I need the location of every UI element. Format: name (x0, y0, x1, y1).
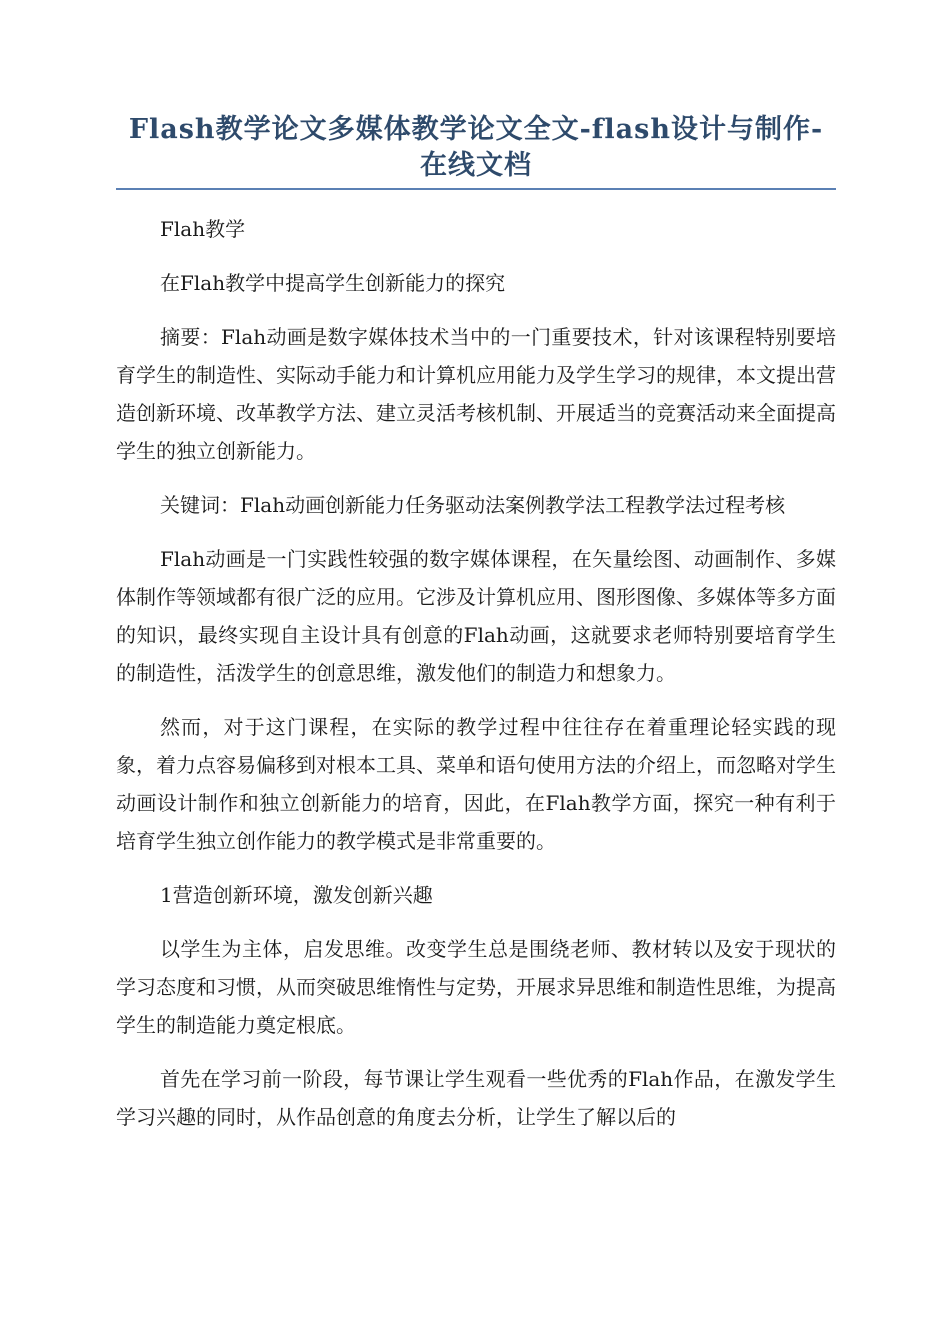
paragraph-abstract: 摘要：Flah动画是数字媒体技术当中的一门重要技术，针对该课程特别要培育学生的制造性、实际动手能力和计算机应用能力及学生学习的规律，本文提出营造创新环境、改革教学方法、建立灵活考核机制、开展适当的竞赛活动来全面提高学生的独立创新能力。 (116, 325, 836, 463)
paragraph-first-stage: 首先在学习前一阶段，每节课让学生观看一些优秀的Flah作品，在激发学生学习兴趣的同时，从作品创意的角度去分析，让学生了解以后的 (116, 1067, 836, 1129)
document-page (116, 112, 836, 1152)
document-title: Flash教学论文多媒体教学论文全文-flash设计与制作-在线文档 (128, 114, 824, 181)
paragraph-intro: Flah动画是一门实践性较强的数字媒体课程，在矢量绘图、动画制作、多媒体制作等领域都有很广泛的应用。它涉及计算机应用、图形图像、多媒体等多方面的知识，最终实现自主设计具有创意的Flah动画，这就要求老师特别要培育学生的制造性，活泼学生的创意思维，激发他们的制造力和想象力。 (116, 547, 836, 685)
paragraph-subtitle: 在Flah教学中提高学生创新能力的探究 (160, 271, 506, 295)
paragraph-problem: 然而，对于这门课程，在实际的教学过程中往往存在着重理论轻实践的现象，着力点容易偏移到对根本工具、菜单和语句使用方法的介绍上，而忽略对学生动画设计制作和独立创新能力的培育，因此，在Flah教学方面，探究一种有利于培育学生独立创作能力的教学模式是非常重要的。 (116, 715, 836, 853)
paragraph-heading-flah: Flah教学 (160, 217, 246, 241)
title-divider (116, 188, 836, 190)
section-heading-1: 1营造创新环境，激发创新兴趣 (160, 883, 433, 907)
paragraph-student-centered: 以学生为主体，启发思维。改变学生总是围绕老师、教材转以及安于现状的学习态度和习惯，从而突破思维惰性与定势，开展求异思维和制造性思维，为提高学生的制造能力奠定根底。 (116, 937, 836, 1037)
paragraph-keywords: 关键词：Flah动画创新能力任务驱动法案例教学法工程教学法过程考核 (160, 493, 786, 517)
